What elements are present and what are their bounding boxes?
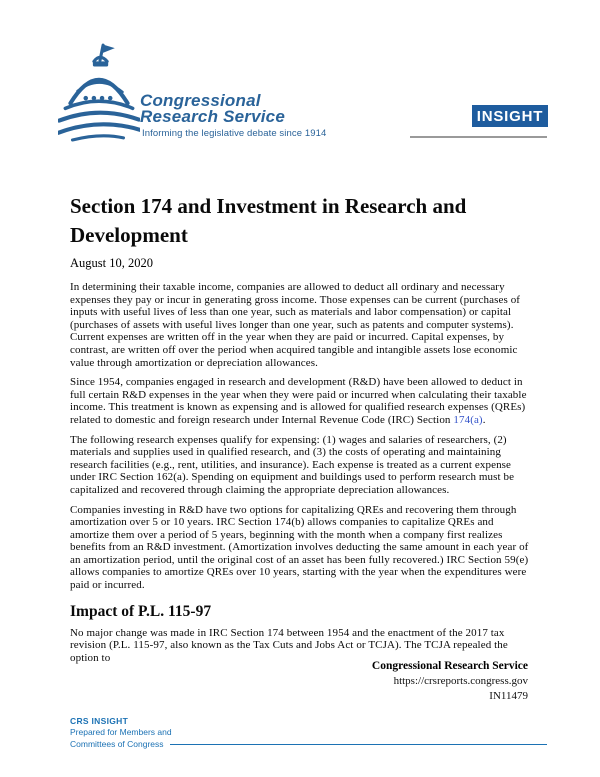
section-174a-link[interactable]: 174(a) [453,413,483,426]
header-divider [410,136,547,138]
paragraph-2-period: . [482,413,486,426]
paragraph-4: Companies investing in R&D have two options for capitalizing QREs and recovering them through amortization over 5 or 10 years. IRC Section 174(b) allows companies to capitalize QREs and amortize them over a period of 5 years, beginning with the month when a company first realizes benefits from an R&D investment. (Amortization involves deducting the same amount in each year of an amortization period, until the original cost of an asset has been fully recovered.) IRC Section 59(e) allows companies to amortize QREs over 10 years, starting with the year when the expenditures were paid or incurred. [70,503,529,592]
paragraph-2 [70,376,530,426]
publication-date: August 10, 2020 [70,256,153,270]
capitol-dome-icon [58,40,140,142]
document-id: IN11479 [489,690,528,702]
footer-attribution [372,659,528,704]
section-heading-impact: Impact of P.L. 115-97 [70,602,212,620]
footer-prepared-line1: Prepared for Members and [70,726,172,737]
paragraph-1: In determining their taxable income, companies are allowed to deduct all ordinary and necessary expenses they pay or incur in generating gross income. Those expenses can be current (purchases of inputs with useful lives of less than one year, such as materials and labor compensation) or capital (purchases of assets with useful lives longer than one year, such as patents and computer systems). Current expenses are written off in the year when they are paid or incurred. Capital expenses, by contrast, are written off over the period when acquired tangible and intangible assets lose economic value through amortization or depreciation allowances. [70,281,521,369]
crs-wordmark-line1: Congressional [140,91,261,110]
footer-url-link[interactable]: https://crsreports.congress.gov [393,675,528,687]
paragraph-2-text: Since 1954, companies engaged in research and development (R&D) have been allowed to deduct in full certain R&D expenses in the year when they were paid or incurred when calculating their taxable income. This treatment is known as expensing and is allowed for qualified research expenses (QREs) related to domestic and foreign research under Internal Revenue Code (IRC) Section [70,376,527,426]
article-body [70,281,530,671]
paragraph-3: The following research expenses qualify for expensing: (1) wages and salaries of researchers, (2) materials and supplies used in qualified research, and (3) the costs of operating and maintaining research facilities (e.g., rent, utilities, and insurance). Each expense is treated as a current expense under IRC Section 162(a). Spending on equipment and buildings used to perform research must be capitalized and recovered through claiming the appropriate depreciation allowances. [70,433,515,496]
insight-badge: INSIGHT [472,105,548,127]
footer-prepared-line2: Committees of Congress [70,739,164,749]
footer-org-name: Congressional Research Service [371,660,528,672]
crs-wordmark-line2: Research Service [140,107,285,126]
paragraph-5: No major change was made in IRC Section 174 between 1954 and the enactment of the 2017 tax revision (P.L. 115-97, also known as the Tax Cuts and Jobs Act or TCJA). The TCJA repealed the option to [70,626,508,664]
footer-prepared-row [70,739,547,750]
footer-divider [170,744,547,746]
footer-brand-label: CRS INSIGHT [70,716,129,726]
footer-brand-block [70,716,547,750]
crs-tagline: Informing the legislative debate since 1914 [142,128,327,139]
crs-wordmark [140,93,285,125]
page-title: Section 174 and Investment in Research and Development [70,194,467,248]
